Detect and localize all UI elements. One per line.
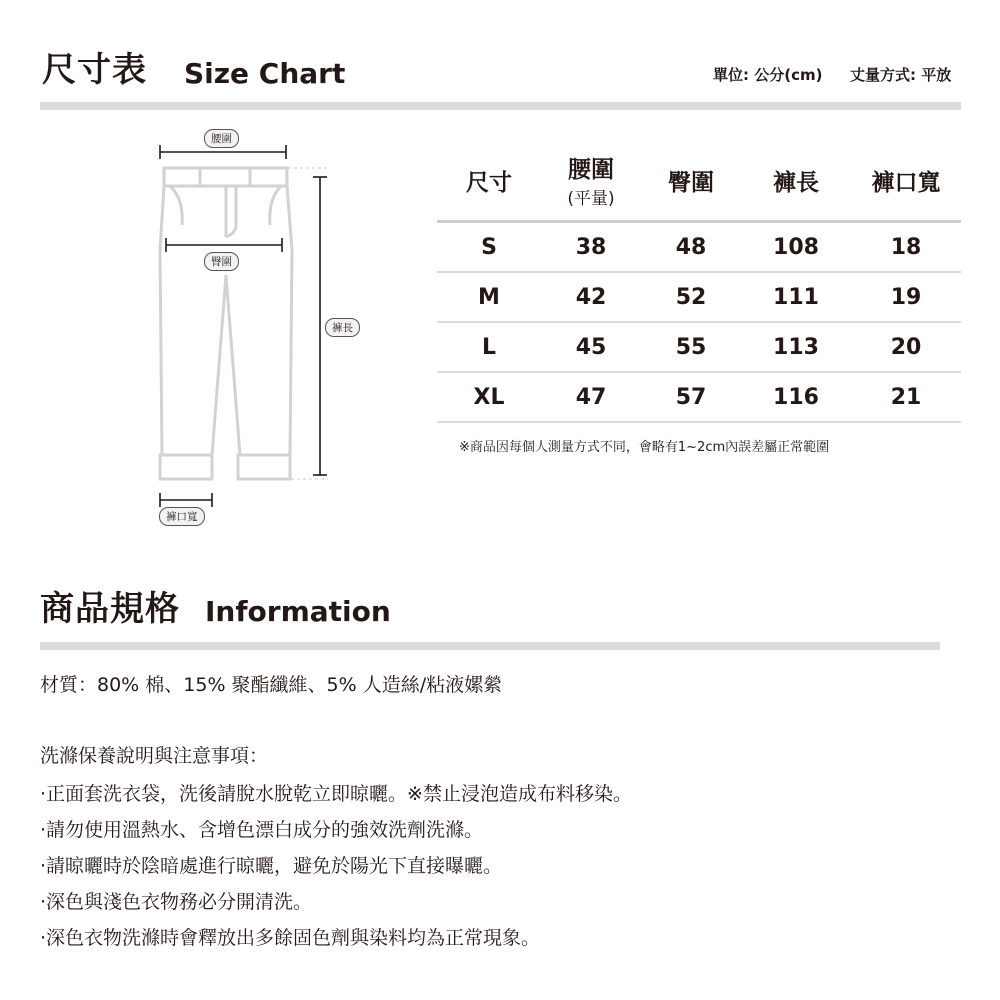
info-subtitle: Information	[205, 595, 391, 628]
cell-waist: 47	[541, 372, 641, 422]
size-chart-divider	[40, 102, 961, 110]
table-row	[437, 272, 961, 322]
header-size: 尺寸	[466, 169, 512, 196]
cell-hip: 48	[641, 222, 741, 273]
cell-waist: 42	[541, 272, 641, 322]
care-list	[40, 776, 632, 956]
header-waist	[541, 140, 641, 222]
cell-hem: 18	[851, 222, 961, 273]
header-hem: 褲口寬	[871, 169, 941, 196]
measurement-note: ※商品因每個人測量方式不同，會略有1~2cm內誤差屬正常範圍	[459, 440, 830, 455]
cell-size: L	[437, 322, 541, 372]
size-chart-title: 尺寸表	[42, 50, 147, 90]
cell-waist: 38	[541, 222, 641, 273]
hem-label: 褲口寬	[159, 507, 205, 526]
list-item: ‧深色衣物洗滌時會釋放出多餘固色劑與染料均為正常現象。	[40, 927, 541, 949]
length-label: 褲長	[325, 318, 360, 337]
cell-hem: 19	[851, 272, 961, 322]
header-waist-note: (平量)	[567, 189, 615, 209]
list-item: ‧深色與淺色衣物務必分開清洗。	[40, 891, 313, 913]
cell-hip: 55	[641, 322, 741, 372]
hip-label: 臀圍	[204, 252, 239, 271]
table-row	[437, 322, 961, 372]
cell-length: 113	[741, 322, 851, 372]
pants-diagram	[150, 125, 380, 535]
info-divider	[40, 642, 940, 650]
measure-method-label: 丈量方式: 平放	[850, 66, 952, 84]
list-item: ‧正面套洗衣袋，洗後請脫水脫乾立即晾曬。※禁止浸泡造成布料移染。	[40, 783, 632, 805]
table-row	[437, 372, 961, 422]
material-text: 材質：80% 棉、15% 聚酯纖維、5% 人造絲/粘液嫘縈	[40, 674, 503, 696]
size-table	[437, 140, 961, 423]
cell-hem: 20	[851, 322, 961, 372]
cell-length: 111	[741, 272, 851, 322]
list-item: ‧請勿使用溫熱水、含增色漂白成分的強效洗劑洗滌。	[40, 819, 484, 841]
cell-length: 116	[741, 372, 851, 422]
cell-size: M	[437, 272, 541, 322]
header-hip: 臀圍	[668, 169, 714, 196]
cell-hem: 21	[851, 372, 961, 422]
left-cuff	[160, 455, 212, 479]
unit-label: 單位: 公分(cm)	[713, 66, 823, 84]
cell-size: XL	[437, 372, 541, 422]
cell-length: 108	[741, 222, 851, 273]
waist-label: 腰圍	[204, 129, 239, 148]
cell-size: S	[437, 222, 541, 273]
waistband	[164, 168, 287, 186]
size-table-header	[437, 140, 961, 222]
size-chart-subtitle: Size Chart	[184, 57, 346, 90]
header-waist-label: 腰圍	[568, 157, 614, 183]
list-item: ‧請晾曬時於陰暗處進行晾曬，避免於陽光下直接曝曬。	[40, 855, 503, 877]
right-cuff	[238, 455, 290, 479]
table-row	[437, 222, 961, 273]
info-title: 商品規格	[40, 589, 180, 629]
header-length: 褲長	[773, 169, 819, 196]
care-title: 洗滌保養說明與注意事項：	[40, 745, 269, 767]
cell-hip: 57	[641, 372, 741, 422]
cell-waist: 45	[541, 322, 641, 372]
cell-hip: 52	[641, 272, 741, 322]
